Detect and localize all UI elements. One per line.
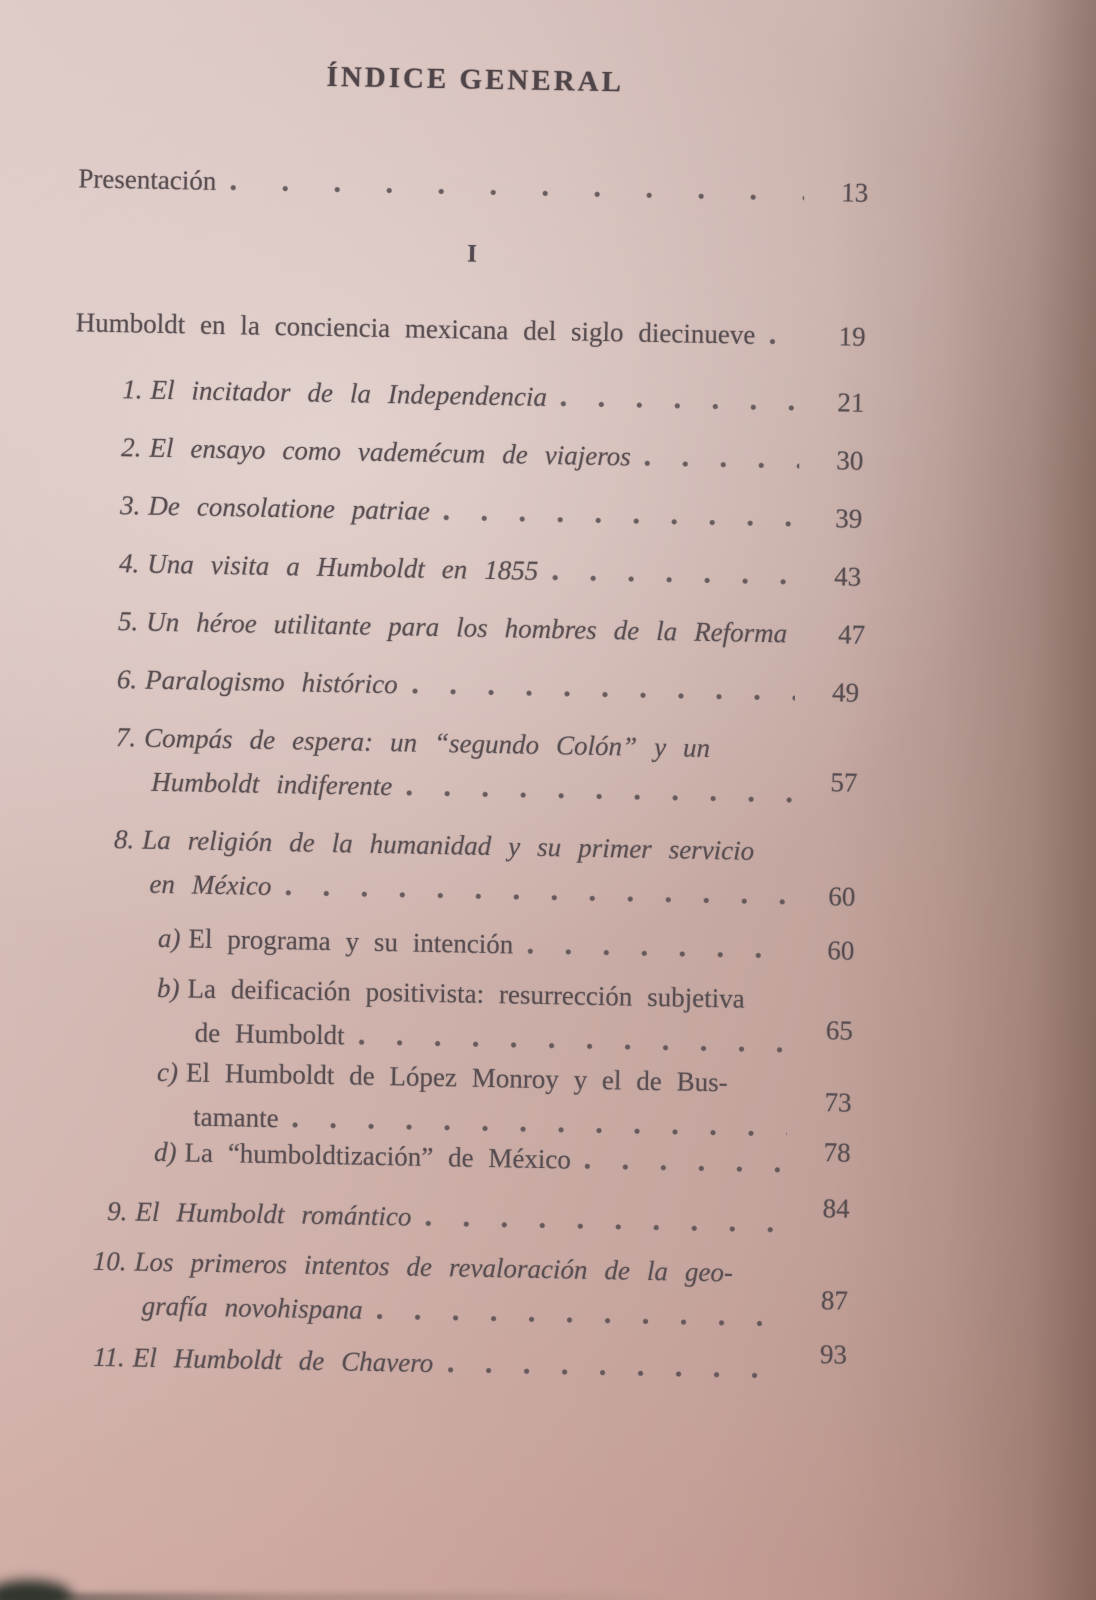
- toc-entry: [78, 161, 868, 209]
- toc-entry-line: [73, 429, 863, 477]
- dot-leader: [444, 514, 799, 527]
- toc-entry-label: tamante: [192, 1101, 279, 1134]
- toc-page-number: 93: [819, 1339, 848, 1370]
- toc-entry: [69, 661, 859, 709]
- toc-entry-number: 8.: [113, 824, 135, 855]
- dot-leader: [292, 1121, 787, 1137]
- toc-entry-number: b): [156, 972, 180, 1004]
- toc-page-number: 60: [827, 935, 855, 966]
- toc-entry-label: en México: [149, 868, 272, 902]
- toc-entry-label: Un héroe utilitante para los hombres de la Reforma: [145, 606, 788, 649]
- toc-entry: [62, 969, 853, 1061]
- toc-entry: [65, 821, 856, 913]
- toc-entry-label: Paralogismo histórico: [144, 664, 398, 700]
- dot-leader: [377, 1313, 784, 1327]
- toc-entry: [59, 1193, 849, 1241]
- toc-page-number: 19: [838, 321, 866, 352]
- toc-entry-line: [69, 661, 859, 709]
- dot-leader: [285, 889, 791, 905]
- dot-leader: [358, 1039, 788, 1054]
- toc-entry-number: 5.: [117, 606, 139, 637]
- toc-entry-label: Compás de espera: un “segundo Colón” y un: [143, 722, 711, 764]
- toc-entry-line: [64, 919, 854, 967]
- toc-entry-label: De consolatione patriae: [148, 490, 431, 526]
- toc-entry-line: [67, 763, 857, 811]
- toc-entry: [71, 545, 861, 593]
- toc-page-number: 49: [831, 677, 860, 708]
- dot-leader: [585, 1163, 787, 1174]
- dot-leader: [447, 1366, 783, 1379]
- toc-entry-number: 7.: [115, 722, 137, 753]
- toc-entry-line: [68, 719, 858, 767]
- toc-page-number: 21: [837, 387, 865, 418]
- toc-page-number: 57: [830, 767, 858, 798]
- toc-page-number: 39: [835, 503, 863, 534]
- toc-entry-label: El Humboldt romántico: [135, 1196, 412, 1232]
- dot-leader: [769, 338, 801, 346]
- dot-leader: [412, 688, 796, 702]
- dot-leader: [406, 789, 793, 803]
- toc-page-number: 87: [820, 1285, 849, 1316]
- toc-entry-line: [56, 1339, 846, 1387]
- toc-entry-line: [78, 161, 868, 209]
- toc-entry-line: [74, 371, 864, 419]
- toc-page-number: 65: [825, 1015, 854, 1046]
- toc-entry: [72, 487, 862, 535]
- toc-entry-line: [72, 487, 862, 535]
- table-of-contents: [56, 161, 868, 1387]
- toc-entry-number: 9.: [106, 1196, 128, 1227]
- toc-entry-number: 2.: [120, 432, 142, 463]
- toc-entry: [61, 1053, 852, 1145]
- toc-entry-label: Humboldt en la conciencia mexicana del siglo diecinueve: [75, 307, 756, 350]
- toc-entry-number: 10.: [92, 1245, 127, 1277]
- toc-entry-number: 3.: [119, 490, 141, 521]
- toc-entry: [74, 371, 864, 419]
- toc-entry-label: El Humboldt de López Monroy y el de Bus-: [185, 1057, 728, 1098]
- toc-page-number: 30: [836, 445, 864, 476]
- toc-entry-line: [59, 1193, 849, 1241]
- toc-page-number: 13: [840, 177, 869, 208]
- toc-entry-line: [66, 821, 856, 869]
- toc-entry-label: El ensayo como vademécum de viajeros: [149, 432, 632, 472]
- toc-entry-number: 4.: [118, 548, 140, 579]
- toc-entry-label: La deificación positivista: resurrección subjetiva: [187, 973, 745, 1014]
- toc-entry-line: [71, 545, 861, 593]
- dot-leader: [552, 574, 797, 585]
- toc-entry-line: [62, 1053, 852, 1101]
- toc-entry-number: c): [156, 1056, 179, 1088]
- toc-entry-line: [75, 305, 865, 353]
- page-bottom-shadow: [0, 1593, 680, 1600]
- toc-entry-number: 6.: [116, 664, 138, 695]
- toc-page-number: 60: [828, 881, 856, 912]
- toc-entry-number: 1.: [122, 374, 143, 405]
- toc-entry-label: Presentación: [78, 163, 217, 196]
- toc-entry: [64, 919, 854, 967]
- toc-entry-label: El programa y su intención: [188, 923, 514, 960]
- toc-entry-label: La religión de la humanidad y su primer servicio: [142, 824, 755, 866]
- toc-entry: [67, 719, 858, 811]
- toc-entry-label: Humboldt indiferente: [151, 766, 393, 802]
- toc-entry-label: de Humboldt: [194, 1017, 345, 1051]
- dot-leader: [561, 400, 801, 411]
- toc-entry-label: El incitador de la Independencia: [150, 374, 548, 412]
- toc-entry: [70, 603, 866, 651]
- toc-entry-number: d): [153, 1136, 177, 1168]
- toc-entry-number: 11.: [92, 1341, 126, 1373]
- page-title: ÍNDICE GENERAL: [326, 60, 625, 99]
- toc-page-number: 43: [833, 561, 862, 592]
- toc-page-number: 47: [837, 619, 866, 650]
- section-marker: I: [466, 240, 478, 268]
- toc-page-number: 78: [823, 1137, 851, 1168]
- toc-entry: [56, 1339, 846, 1387]
- toc-entry: [75, 305, 865, 353]
- toc-entry-line: [70, 603, 866, 651]
- toc-entry-label: Los primeros intentos de revaloración de la geo-: [134, 1246, 734, 1288]
- toc-entry-line: [65, 865, 855, 913]
- toc-entry-label: El Humboldt de Chavero: [132, 1342, 434, 1379]
- toc-entry-label: La “humboldtización” de México: [184, 1137, 572, 1175]
- toc-entry-label: Una visita a Humboldt en 1855: [147, 548, 539, 586]
- dot-leader: [645, 460, 800, 470]
- toc-entry: [57, 1243, 848, 1335]
- toc-entry-label: grafía novohispana: [141, 1290, 363, 1325]
- dot-leader: [527, 948, 790, 960]
- toc-entry-line: [63, 969, 853, 1017]
- toc-entry-number: a): [157, 922, 181, 954]
- toc-entry-line: [57, 1287, 847, 1335]
- toc-entry-line: [58, 1243, 848, 1291]
- toc-page-number: 73: [824, 1087, 852, 1118]
- dot-leader: [230, 184, 804, 202]
- dot-leader: [425, 1220, 785, 1234]
- toc-entry: [73, 429, 863, 477]
- toc-page-number: 84: [822, 1193, 850, 1224]
